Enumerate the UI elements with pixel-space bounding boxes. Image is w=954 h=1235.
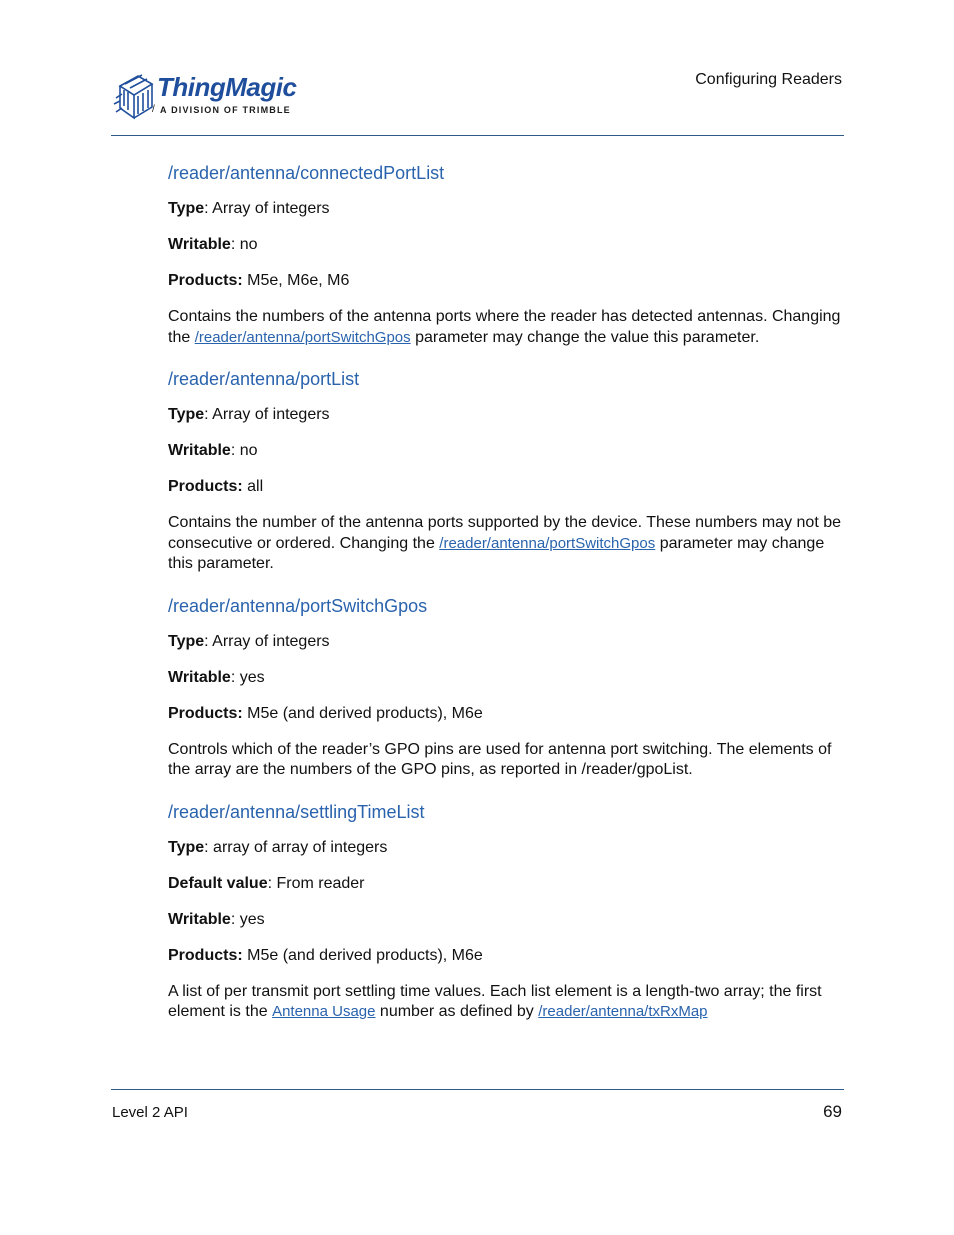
section-port-list xyxy=(168,368,844,575)
property-type: Type: Array of integers xyxy=(168,632,330,650)
footer-rule xyxy=(111,1089,844,1090)
property-writable: Writable: no xyxy=(168,236,258,253)
section-description: Contains the numbers of the antenna ports where the reader has detected antennas. Changing the /reader/antenna/portSwitchGpos parameter may change the value this parameter. xyxy=(168,308,841,346)
logo-slash: / xyxy=(152,104,155,115)
section-settling-time-list xyxy=(168,801,844,1023)
property-type: Type: array of array of integers xyxy=(168,838,388,856)
property-products: Products: M5e (and derived products), M6e xyxy=(168,704,483,722)
property-products: Products: M5e, M6e, M6 xyxy=(168,272,350,289)
logo-cube-icon xyxy=(112,68,158,124)
port-switch-gpos-link[interactable]: /reader/antenna/portSwitchGpos xyxy=(194,328,411,346)
property-default-value: Default value: From reader xyxy=(168,874,365,892)
footer-chapter: Level 2 API xyxy=(112,1104,188,1121)
logo-wordmark: ThingMagic xyxy=(157,72,297,102)
section-description: Controls which of the reader’s GPO pins are used for antenna port switching. The elements of the array are the numbers of the GPO pins, as reported in /reader/gpoList. xyxy=(168,740,832,778)
thingmagic-logo xyxy=(112,68,312,124)
property-writable: Writable: yes xyxy=(168,910,265,928)
tx-rx-map-link[interactable]: /reader/antenna/txRxMap xyxy=(538,1003,708,1020)
property-writable: Writable: no xyxy=(168,442,258,459)
running-header: Configuring Readers xyxy=(695,71,842,88)
page-number: 69 xyxy=(823,1102,842,1121)
section-heading: /reader/antenna/connectedPortList xyxy=(168,163,445,183)
section-description: Contains the number of the antenna ports supported by the device. These numbers may not be consecutive or ordered. Changing the /reader/antenna/portSwitchGpos parameter may change this parameter. xyxy=(168,514,842,572)
property-type: Type: Array of integers xyxy=(168,406,330,423)
section-connected-port-list xyxy=(168,162,844,348)
section-heading: /reader/antenna/settlingTimeList xyxy=(168,801,425,822)
port-switch-gpos-link[interactable]: /reader/antenna/portSwitchGpos xyxy=(439,534,656,552)
antenna-usage-link[interactable]: Antenna Usage xyxy=(272,1003,376,1020)
property-products: Products: all xyxy=(168,478,264,495)
section-heading: /reader/antenna/portList xyxy=(168,369,360,389)
property-type: Type: Array of integers xyxy=(168,200,330,217)
section-heading: /reader/antenna/portSwitchGpos xyxy=(168,595,428,616)
section-port-switch-gpos xyxy=(168,595,844,781)
property-writable: Writable: yes xyxy=(168,668,265,686)
header-rule xyxy=(111,135,844,136)
logo-tagline: A DIVISION OF TRIMBLE xyxy=(160,105,291,115)
property-products: Products: M5e (and derived products), M6e xyxy=(168,946,483,964)
section-description: A list of per transmit port settling time values. Each list element is a length-two array; the first element is the Antenna Usage number as defined by /reader/antenna/txRxMap xyxy=(168,982,822,1020)
page-content xyxy=(168,162,844,1043)
